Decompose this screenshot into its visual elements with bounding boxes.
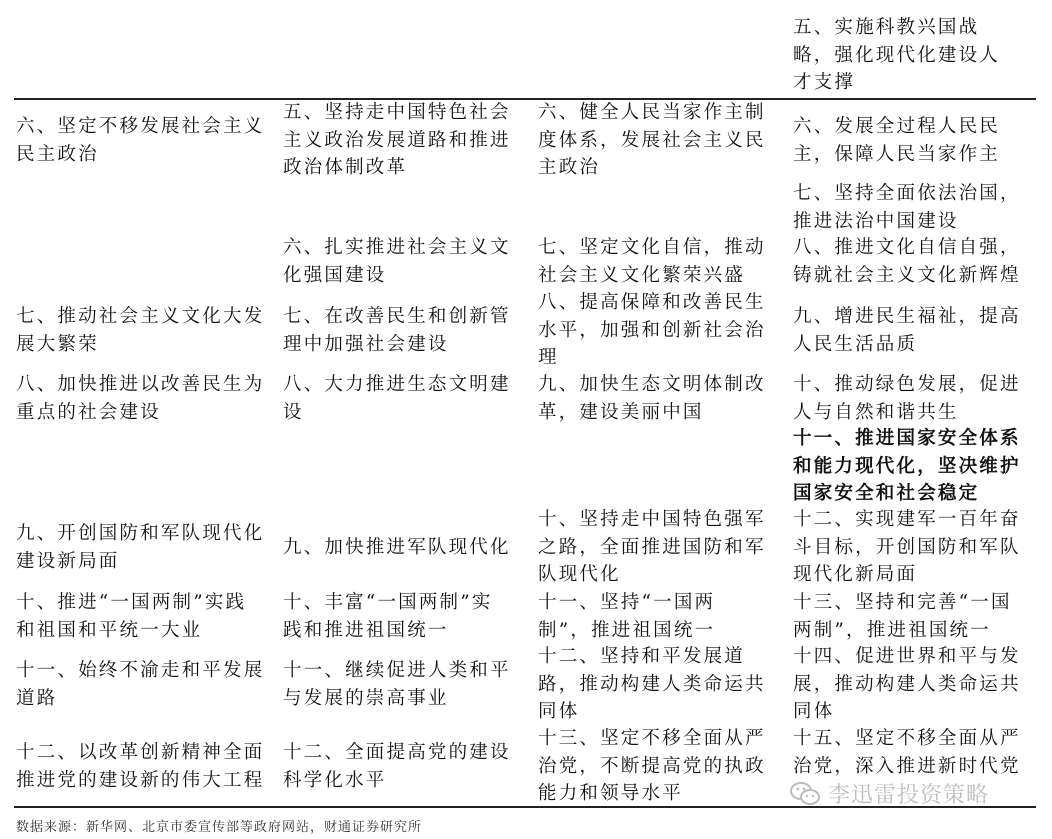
cell-r8-c3: 十一、坚持“一国两 制”，推进祖国统一	[538, 592, 716, 641]
cell-r10-c2: 十二、全面提高党的建设 科学化水平	[283, 742, 511, 791]
cell-r7-c3: 十、坚持走中国特色强军 之路，全面推进国防和军 队现代化	[538, 509, 766, 585]
cell-r0-c4: 五、实施科教兴国战 略，强化现代化建设人 才支撑	[793, 17, 1001, 93]
cell-r4-c2: 七、在改善民生和创新管 理中加强社会建设	[283, 306, 511, 355]
watermark	[790, 778, 989, 809]
cell-r8-c4: 十三、坚持和完善“一国 两制”，推进祖国统一	[793, 592, 1012, 641]
cell-r10-c3: 十三、坚定不移全面从严 治党，不断提高党的执政 能力和领导水平	[538, 728, 766, 804]
cell-r9-c3: 十二、坚持和平发展道 路，推动构建人类命运共 同体	[538, 646, 766, 722]
cell-r10-c1: 十二、以改革创新精神全面 推进党的建设新的伟大工程	[16, 742, 265, 791]
wechat-icon	[790, 781, 820, 807]
cell-r1-c1: 六、坚定不移发展社会主义 民主政治	[16, 116, 265, 165]
cell-r4-c4: 九、增进民生福祉，提高 人民生活品质	[793, 306, 1021, 355]
cell-r3-c3: 七、坚定文化自信，推动 社会主义文化繁荣兴盛	[538, 237, 766, 286]
cell-r8-c2: 十、丰富“一国两制”实 践和推进祖国统一	[283, 592, 493, 641]
cell-r9-c4: 十四、促进世界和平与发 展，推动构建人类命运共 同体	[793, 646, 1021, 722]
cell-r2-c4: 七、坚持全面依法治国， 推进法治中国建设	[793, 183, 1021, 232]
cell-r3-c4: 八、推进文化自信自强， 铸就社会主义文化新辉煌	[793, 237, 1021, 286]
source-note: 数据来源：新华网、北京市委宣传部等政府网站，财通证券研究所	[16, 820, 423, 835]
top-rule	[14, 98, 1036, 100]
cell-r7-c1: 九、开创国防和军队现代化 建设新局面	[16, 523, 265, 572]
cell-r1-c3: 六、健全人民当家作主制 度体系，发展社会主义民 主政治	[538, 102, 766, 178]
cell-r9-c2: 十一、继续促进人类和平 与发展的崇高事业	[283, 660, 511, 709]
cell-r7-c4: 十二、实现建军一百年奋 斗目标，开创国防和军队 现代化新局面	[793, 509, 1021, 585]
cell-r4-c3: 八、提高保障和改善民生 水平，加强和创新社会治 理	[538, 292, 766, 368]
cell-r7-c2: 九、加快推进军队现代化	[283, 537, 511, 558]
cell-r8-c1: 十、推进“一国两制”实践 和祖国和平统一大业	[16, 592, 247, 641]
cell-r10-c4: 十五、坚定不移全面从严 治党，深入推进新时代党	[793, 728, 1021, 777]
cell-r5-c4: 十、推动绿色发展，促进 人与自然和谐共生	[793, 374, 1021, 423]
cell-r6-c4: 十一、推进国家安全体系 和能力现代化，坚决维护 国家安全和社会稳定	[793, 428, 1021, 504]
cell-r9-c1: 十一、始终不渝走和平发展 道路	[16, 660, 265, 709]
cell-r3-c2: 六、扎实推进社会主义文 化强国建设	[283, 237, 511, 286]
cell-r1-c4: 六、发展全过程人民民 主，保障人民当家作主	[793, 116, 1001, 165]
watermark-text: 李迅雷投资策略	[828, 783, 990, 808]
cell-r5-c3: 九、加快生态文明体制改 革，建设美丽中国	[538, 374, 766, 423]
cell-r1-c2: 五、坚持走中国特色社会 主义政治发展道路和推进 政治体制改革	[283, 102, 511, 178]
cell-r5-c1: 八、加快推进以改善民生为 重点的社会建设	[16, 374, 265, 423]
cell-r4-c1: 七、推动社会主义文化大发 展大繁荣	[16, 306, 265, 355]
cell-r5-c2: 八、大力推进生态文明建 设	[283, 374, 511, 423]
